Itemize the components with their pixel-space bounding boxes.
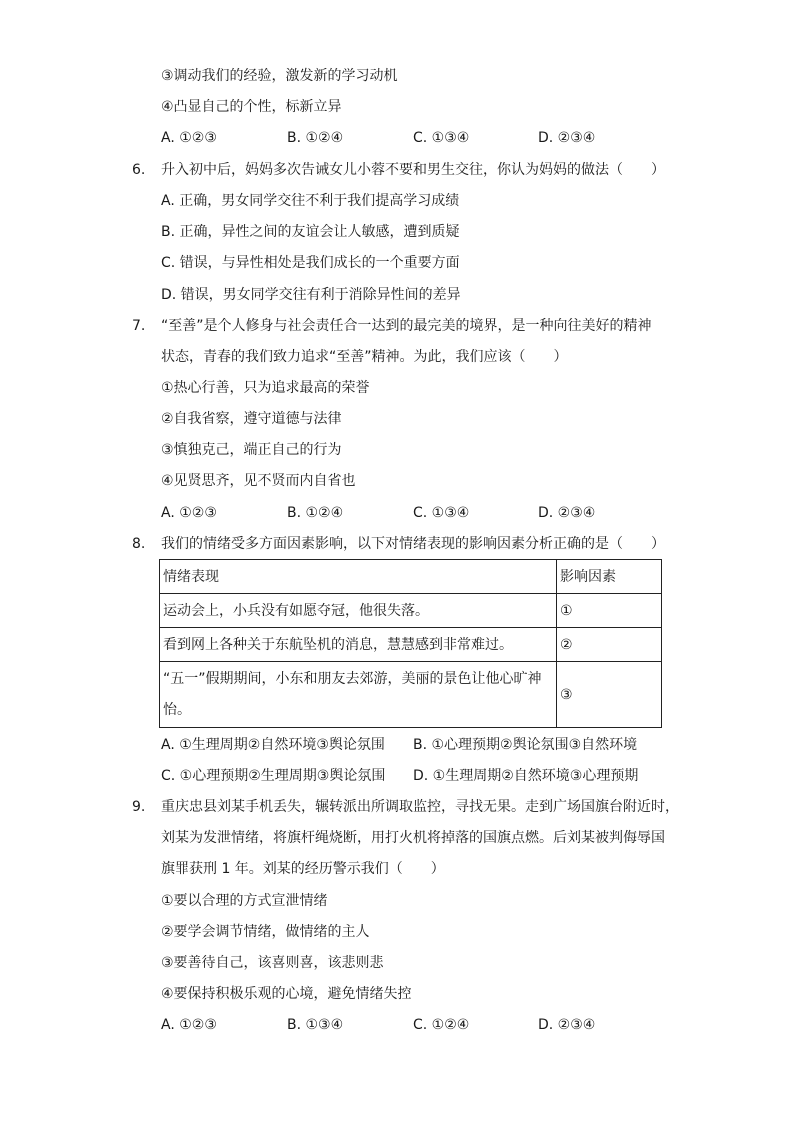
table-row <box>160 628 662 662</box>
q9-option-c: C. ①②④ <box>413 1017 470 1033</box>
q5-option-d: D. ②③④ <box>538 130 596 146</box>
q6-number: 6. <box>132 162 146 178</box>
q6-option-b: B. 正确，异性之间的友谊会让人敏感，遭到质疑 <box>161 224 460 240</box>
q8-option-c: C. ①心理预期②生理周期③舆论氛围 <box>161 768 386 784</box>
q9-number: 9. <box>132 799 146 815</box>
table-cell: ③ <box>557 662 662 728</box>
q9-option-b: B. ①③④ <box>287 1017 344 1033</box>
q6-stem: 升入初中后，妈妈多次告诫女儿小蓉不要和男生交往，你认为妈妈的做法（ ） <box>161 162 665 178</box>
table-cell: ② <box>557 628 662 662</box>
table-cell: “五一”假期期间，小东和朋友去郊游，美丽的景色让他心旷神怡。 <box>160 662 557 728</box>
q7-option-c: C. ①③④ <box>413 505 470 521</box>
table-cell: 看到网上各种关于东航坠机的消息，慧慧感到非常难过。 <box>160 628 557 662</box>
q8-option-d: D. ①生理周期②自然环境③心理预期 <box>413 768 639 784</box>
q8-option-a: A. ①生理周期②自然环境③舆论氛围 <box>161 737 385 753</box>
q7-item-2: ②自我省察，遵守道德与法律 <box>161 411 342 427</box>
q7-option-d: D. ②③④ <box>538 505 596 521</box>
q7-item-3: ③慎独克己，端正自己的行为 <box>161 442 342 458</box>
q9-item-4: ④要保持积极乐观的心境，避免情绪失控 <box>161 986 412 1002</box>
table-cell: ① <box>557 594 662 628</box>
q7-option-b: B. ①②④ <box>287 505 344 521</box>
q6-option-d: D. 错误，男女同学交往有利于消除异性间的差异 <box>161 287 461 303</box>
table-header-row <box>160 560 662 594</box>
q8-number: 8. <box>132 536 146 552</box>
table-row <box>160 594 662 628</box>
q5-option-a: A. ①②③ <box>161 130 217 146</box>
q7-item-1: ①热心行善，只为追求最高的荣誉 <box>161 380 370 396</box>
q9-stem-line1: 重庆忠县刘某手机丢失，辗转派出所调取监控，寻找无果。走到广场国旗台附近时， <box>161 799 679 815</box>
q9-item-2: ②要学会调节情绪，做情绪的主人 <box>161 924 370 940</box>
q9-item-1: ①要以合理的方式宣泄情绪 <box>161 893 328 909</box>
q7-stem-line1: “至善”是个人修身与社会责任合一达到的最完美的境界，是一种向往美好的精神 <box>161 318 652 334</box>
q6-option-c: C. 错误，与异性相处是我们成长的一个重要方面 <box>161 255 460 271</box>
q6-option-a: A. 正确，男女同学交往不利于我们提高学习成绩 <box>161 193 460 209</box>
q5-option-c: C. ①③④ <box>413 130 470 146</box>
table-row <box>160 662 662 728</box>
q8-option-b: B. ①心理预期②舆论氛围③自然环境 <box>413 737 638 753</box>
q5-option-b: B. ①②④ <box>287 130 344 146</box>
q7-option-a: A. ①②③ <box>161 505 217 521</box>
q8-stem: 我们的情绪受多方面因素影响，以下对情绪表现的影响因素分析正确的是（ ） <box>161 536 665 552</box>
q7-number: 7. <box>132 318 146 334</box>
emotion-factor-table <box>159 559 662 728</box>
q9-item-3: ③要善待自己，该喜则喜，该悲则悲 <box>161 955 384 971</box>
q9-stem-line2: 刘某为发泄情绪，将旗杆绳烧断，用打火机将掉落的国旗点燃。后刘某被判侮辱国 <box>161 830 665 846</box>
q9-stem-line3: 旗罪获刑 1 年。刘某的经历警示我们（ ） <box>161 861 445 877</box>
q7-stem-line2: 状态，青春的我们致力追求“至善”精神。为此，我们应该（ ） <box>161 349 568 365</box>
table-cell: 运动会上，小兵没有如愿夺冠，他很失落。 <box>160 594 557 628</box>
q9-option-d: D. ②③④ <box>538 1017 596 1033</box>
table-header-cell: 影响因素 <box>557 560 662 594</box>
table-header-cell: 情绪表现 <box>160 560 557 594</box>
q9-option-a: A. ①②③ <box>161 1017 217 1033</box>
q5-item-3: ③调动我们的经验，激发新的学习动机 <box>161 68 398 84</box>
q7-item-4: ④见贤思齐，见不贤而内自省也 <box>161 473 356 489</box>
q5-item-4: ④凸显自己的个性，标新立异 <box>161 99 342 115</box>
